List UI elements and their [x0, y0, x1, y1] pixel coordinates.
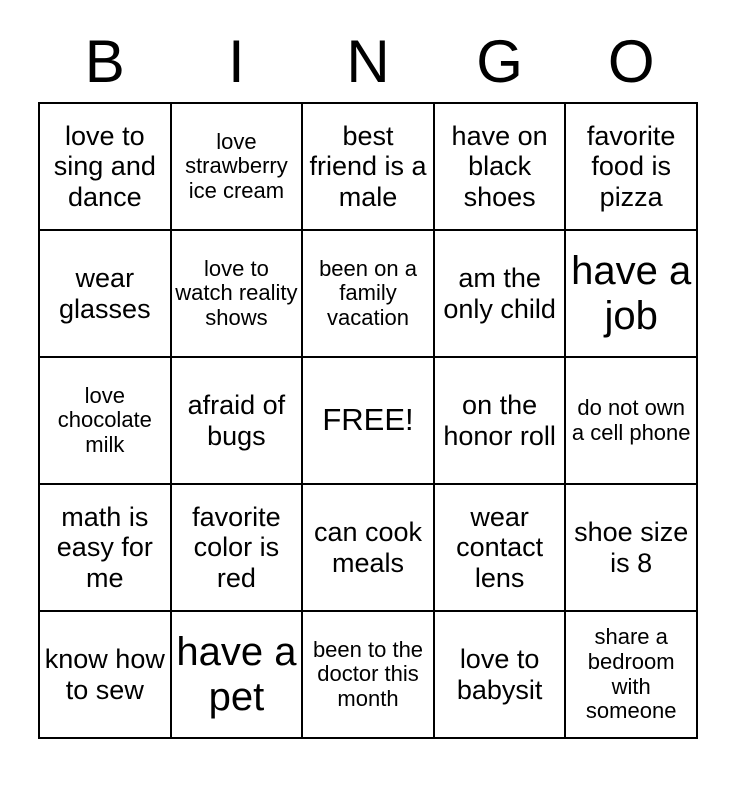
bingo-cell[interactable] — [171, 357, 303, 484]
bingo-cell-text: been on a family vacation — [319, 255, 417, 330]
bingo-cell-text: love to watch reality shows — [175, 255, 298, 330]
header-letter-n: N — [346, 28, 390, 95]
header-letter-b: B — [84, 28, 125, 95]
header-letter-o: O — [607, 28, 655, 95]
bingo-cell-text: share a bedroom with someone — [585, 624, 677, 724]
bingo-cell[interactable] — [302, 103, 434, 230]
bingo-cell-text: wear glasses — [59, 263, 151, 324]
bingo-cell-text: have a pet — [176, 629, 297, 719]
bingo-cell[interactable] — [434, 484, 566, 611]
bingo-row — [39, 484, 697, 611]
bingo-cell-text: have on black shoes — [451, 121, 548, 212]
bingo-cell-text: afraid of bugs — [187, 390, 286, 451]
bingo-row — [39, 357, 697, 484]
bingo-cell[interactable] — [302, 230, 434, 357]
bingo-row — [39, 103, 697, 230]
bingo-cell[interactable] — [171, 230, 303, 357]
bingo-cell[interactable] — [171, 103, 303, 230]
bingo-cell-text: favorite food is pizza — [586, 121, 676, 212]
bingo-cell[interactable] — [434, 230, 566, 357]
bingo-cell[interactable] — [39, 230, 171, 357]
bingo-row — [39, 611, 697, 738]
bingo-cell[interactable] — [434, 611, 566, 738]
bingo-cell-text: math is easy for me — [56, 502, 153, 593]
bingo-cell-text: do not own a cell phone — [571, 394, 691, 445]
bingo-cell-text: love strawberry ice cream — [185, 128, 288, 203]
bingo-cell[interactable] — [39, 103, 171, 230]
bingo-cell[interactable] — [302, 611, 434, 738]
bingo-cell[interactable] — [434, 103, 566, 230]
bingo-cell-text: know how to sew — [44, 644, 165, 705]
bingo-cell[interactable] — [39, 357, 171, 484]
bingo-cell-text: have a job — [571, 248, 692, 338]
bingo-cell-free[interactable] — [302, 357, 434, 484]
bingo-cell[interactable] — [171, 484, 303, 611]
bingo-cell-text: can cook meals — [313, 517, 423, 578]
bingo-cell[interactable] — [39, 484, 171, 611]
header-letter-i: I — [228, 28, 245, 95]
bingo-cell-text: love to babysit — [456, 644, 543, 705]
bingo-cell[interactable] — [565, 484, 697, 611]
bingo-cell-text: love chocolate milk — [57, 382, 152, 457]
bingo-cell[interactable] — [39, 611, 171, 738]
bingo-cell[interactable] — [302, 484, 434, 611]
bingo-cell[interactable] — [434, 357, 566, 484]
bingo-cell-text: favorite color is red — [192, 502, 281, 593]
bingo-row — [39, 230, 697, 357]
header-letter-g: G — [476, 28, 523, 95]
bingo-cell[interactable] — [565, 357, 697, 484]
bingo-cell[interactable] — [171, 611, 303, 738]
bingo-cell-text: been to the doctor this month — [312, 636, 424, 711]
bingo-cell[interactable] — [565, 103, 697, 230]
bingo-cell-text: wear contact lens — [456, 502, 544, 593]
bingo-grid — [38, 102, 698, 739]
bingo-cell-text: on the honor roll — [443, 390, 556, 451]
bingo-cell-text: am the only child — [443, 263, 556, 324]
bingo-header — [39, 0, 697, 98]
bingo-cell-text: FREE! — [322, 402, 414, 438]
bingo-cell[interactable] — [565, 230, 697, 357]
bingo-cell-text: shoe size is 8 — [574, 517, 689, 578]
bingo-cell[interactable] — [565, 611, 697, 738]
bingo-cell-text: love to sing and dance — [53, 121, 156, 212]
bingo-cell-text: best friend is a male — [309, 121, 427, 212]
